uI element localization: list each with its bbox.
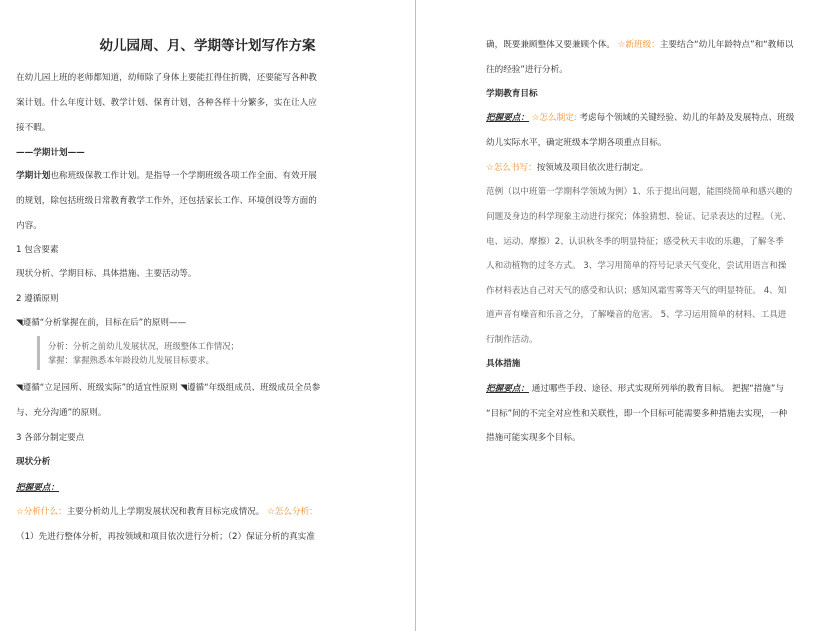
how-set-line-2: 幼儿实际水平，确定班级本学期各项重点目标。: [486, 138, 667, 148]
key-points-label-3: 把握要点：: [486, 384, 529, 394]
key-points-label-2: 把握要点：: [486, 113, 529, 123]
analysis-steps-line: （1）先进行整体分析，再按领域和项目依次进行分析；（2）保证分析的真实准: [16, 532, 315, 542]
page-divider: [415, 0, 416, 631]
how-analyze-label: ☆怎么分析：: [267, 507, 318, 517]
measures-line-1: 把握要点： 通过哪些手段、途径、形式实现所列举的教育目标。 把握“措施”与: [486, 384, 784, 394]
how-write-line: ☆怎么书写：按领域及项目依次进行制定。: [486, 163, 649, 173]
how-set-label: ☆怎么制定:: [531, 113, 577, 123]
heading-measures: 具体措施: [486, 359, 521, 369]
example-line-3: 电、运动、摩擦）2、认识秋冬季的明显特征；感受秋天丰收的乐趣，了解冬季: [486, 237, 784, 247]
principle-quote: [37, 336, 370, 370]
quote-line-2: 掌握：掌握熟悉本年龄段幼儿发展目标要求。: [48, 355, 214, 365]
continuation-line-2: 往的经验”进行分析。: [486, 65, 568, 75]
example-line-2: 问题及身边的科学现象主动进行探究；体验猜想、验证、记录表达的过程。（光、: [486, 212, 792, 222]
example-line-7: 行制作活动。: [486, 335, 538, 345]
example-line-5: 作材料表达自己对天气的感受和认识；感知风霜雪雾等天气的明显特征。 4、知: [486, 286, 787, 296]
plan-definition-line-1: 学期计划也称班级保教工作计划。是指导一个学期班级各项工作全面、有效开展: [16, 171, 317, 181]
quote-line-1: 分析：分析之前幼儿发展状况，班级整体工作情况；: [48, 341, 239, 351]
plan-definition-line-3: 内容。: [16, 221, 42, 231]
heading-key-points: 3 各部分制定要点: [16, 433, 85, 443]
key-points-label: 把握要点：: [16, 483, 59, 493]
heading-situation-analysis: 现状分析: [16, 457, 51, 467]
how-write-label: ☆怎么书写：: [486, 163, 537, 173]
plan-definition-line-2: 的规划，除包括班级日常教育教学工作外，还包括家长工作、环境创设等方面的: [16, 196, 317, 206]
example-line-1: 范例（以中班第一学期科学领域为例）1、乐于提出问题，能围绕简单和感兴趣的: [486, 187, 793, 197]
heading-elements: 1 包含要素: [16, 245, 59, 255]
intro-line-1: 在幼儿园上班的老师都知道，幼师除了身体上要能扛得住折腾，还要能写各种教: [16, 73, 317, 83]
intro-line-2: 案计划。什么年度计划、教学计划、保育计划，各种各样十分繁多，实在让人应: [16, 98, 317, 108]
principle-1: ◥遵循“分析掌握在前，目标在后”的原则——: [16, 318, 187, 328]
continuation-line: 确，既要兼顾整体又要兼顾个体。 ☆新班级：主要结合“幼儿年龄特点”和“教师以: [486, 40, 794, 50]
measures-line-3: 措施可能实现多个目标。: [486, 433, 581, 443]
analyze-what-line: ☆分析什么：主要分析幼儿上学期发展状况和教育目标完成情况。 ☆怎么分析：: [16, 507, 318, 517]
new-class-label: ☆新班级：: [617, 40, 660, 50]
document-title: 幼儿园周、月、学期等计划写作方案: [99, 38, 316, 54]
example-line-4: 人和动植物的过冬方式。 3、学习用简单的符号记录天气变化，尝试用语言和操: [486, 261, 787, 271]
heading-semester-goals: 学期教育目标: [486, 89, 538, 99]
elements-list: 现状分析、学期目标、具体措施、主要活动等。: [16, 269, 197, 279]
measures-line-2: “目标”间的不完全对应性和关联性，即一个目标可能需要多种措施去实现，一种: [486, 409, 788, 419]
principle-2-line-2: 与、充分沟通”的原则。: [16, 408, 107, 418]
section-heading: ——学期计划——: [16, 148, 85, 158]
principle-2-line-1: ◥遵循“立足园所、班级实际”的适宜性原则 ◥遵循“年级组成员、班级成员全员参: [16, 383, 321, 393]
how-set-line: 把握要点： ☆怎么制定: 考虑每个领域的关键经验、幼儿的年龄及发展特点、班级: [486, 113, 795, 123]
plan-term: 学期计划: [16, 171, 51, 181]
intro-line-3: 接不暇。: [16, 123, 51, 133]
example-line-6: 道声音有噪音和乐音之分，了解噪音的危害。 5、学习运用简单的材料、工具进: [486, 310, 787, 320]
analyze-what-label: ☆分析什么：: [16, 507, 67, 517]
heading-principles: 2 遵循原则: [16, 294, 59, 304]
